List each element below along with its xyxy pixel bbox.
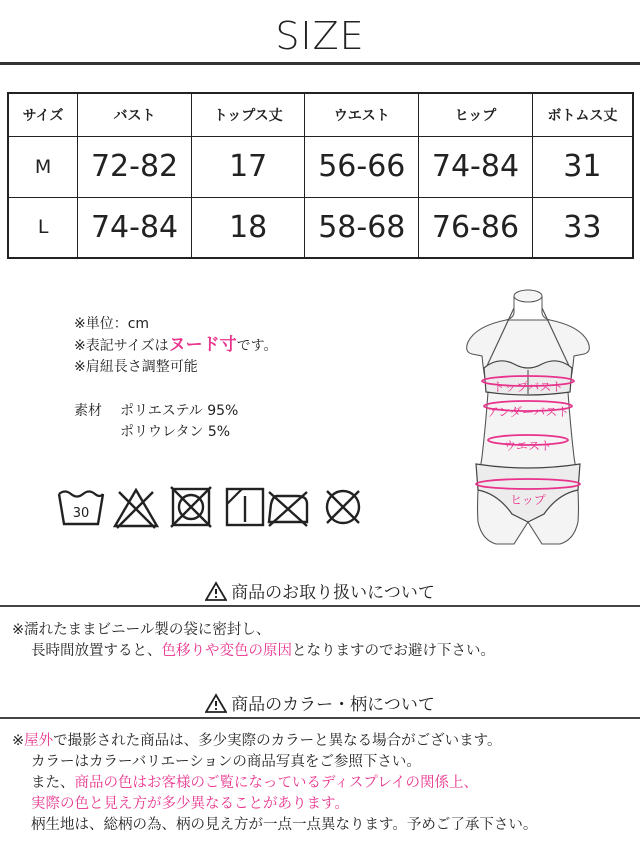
note-text: です。: [236, 338, 278, 354]
header-bottoms-length: ボトムス丈: [532, 93, 633, 136]
no-tumble-dry-icon: [166, 484, 216, 530]
no-dry-clean-icon: [318, 484, 368, 530]
material-label: 素材: [74, 403, 102, 419]
color-line: [12, 731, 537, 752]
table-cell: 17: [191, 136, 305, 197]
under-bust-label: アンダーバスト: [486, 405, 570, 419]
color-text: [12, 731, 537, 836]
color-line: [12, 794, 537, 815]
no-bleach-icon: [111, 484, 161, 530]
table-cell: 76-86: [419, 197, 533, 258]
handling-heading-text: 商品のお取り扱いについて: [231, 583, 435, 603]
row-size-label: L: [8, 197, 78, 258]
care-symbols: [56, 484, 366, 534]
table-cell: 31: [532, 136, 633, 197]
page-title: SIZE: [275, 14, 365, 58]
color-heading-text: 商品のカラー・柄について: [231, 695, 435, 715]
size-table: [7, 92, 634, 259]
row-size-label: M: [8, 136, 78, 197]
text-span: 長時間放置すると、: [31, 643, 162, 659]
top-bust-label: トップバスト: [492, 380, 564, 394]
section-divider: [0, 605, 640, 607]
header-waist: ウエスト: [305, 93, 419, 136]
text-span: となりますのでお避け下さい。: [292, 643, 495, 659]
hip-label: ヒップ: [510, 493, 546, 507]
wash-30-icon: [56, 484, 106, 530]
table-cell: 56-66: [305, 136, 419, 197]
table-cell: 18: [191, 197, 305, 258]
table-row: [8, 136, 633, 197]
handling-heading: [0, 578, 640, 603]
table-row: [8, 197, 633, 258]
strap-note: ※肩紐長さ調整可能: [74, 359, 198, 375]
table-cell: 33: [532, 197, 633, 258]
table-cell: 72-82: [78, 136, 192, 197]
no-iron-icon: [263, 484, 313, 530]
highlight-text: 屋外: [24, 733, 54, 749]
highlight-text: 商品の色はお客様のご覧になっているディスプレイの関係上、: [74, 775, 479, 791]
table-cell: 58-68: [305, 197, 419, 258]
header-size: サイズ: [8, 93, 78, 136]
material-info: [74, 401, 238, 443]
color-heading: [0, 690, 640, 715]
warning-icon: [205, 581, 227, 601]
text-span: ※: [12, 733, 25, 749]
material-line: ポリエステル 95%: [120, 403, 239, 419]
title-divider: [0, 62, 640, 65]
highlight-text: 色移りや変色の原因: [161, 643, 292, 659]
size-notes: [74, 314, 278, 378]
color-line: 柄生地は、総柄の為、柄の見え方が一点一点異なります。予めご了承下さい。: [31, 817, 538, 833]
nude-size-highlight: ヌード寸: [168, 335, 237, 355]
table-cell: 74-84: [419, 136, 533, 197]
text-span: また、: [31, 775, 75, 791]
header-hip: ヒップ: [419, 93, 533, 136]
table-cell: 74-84: [78, 197, 192, 258]
handling-line: [12, 641, 495, 662]
unit-note: ※単位：cm: [74, 316, 150, 332]
nude-size-note: [74, 335, 278, 357]
note-text: ※表記サイズは: [74, 338, 169, 354]
highlight-text: 実際の色と見え方が多少異なることがあります。: [31, 796, 349, 812]
header-tops-length: トップス丈: [191, 93, 305, 136]
handling-text: [12, 620, 495, 662]
wash-temp-label: 30: [72, 506, 90, 521]
warning-icon: [205, 693, 227, 713]
body-measurement-figure: [458, 282, 598, 557]
waist-label: ウエスト: [503, 439, 553, 453]
color-line: カラーはカラーバリエーションの商品写真をご参照下さい。: [31, 754, 421, 770]
text-span: で撮影された商品は、多少実際のカラーと異なる場合がございます。: [53, 733, 502, 749]
header-bust: バスト: [78, 93, 192, 136]
color-line: [12, 773, 537, 794]
size-table-header: [8, 93, 633, 136]
material-line: ポリウレタン 5%: [120, 424, 231, 440]
handling-line: ※濡れたままビニール製の袋に密封し、: [12, 622, 271, 638]
section-divider: [0, 717, 640, 719]
